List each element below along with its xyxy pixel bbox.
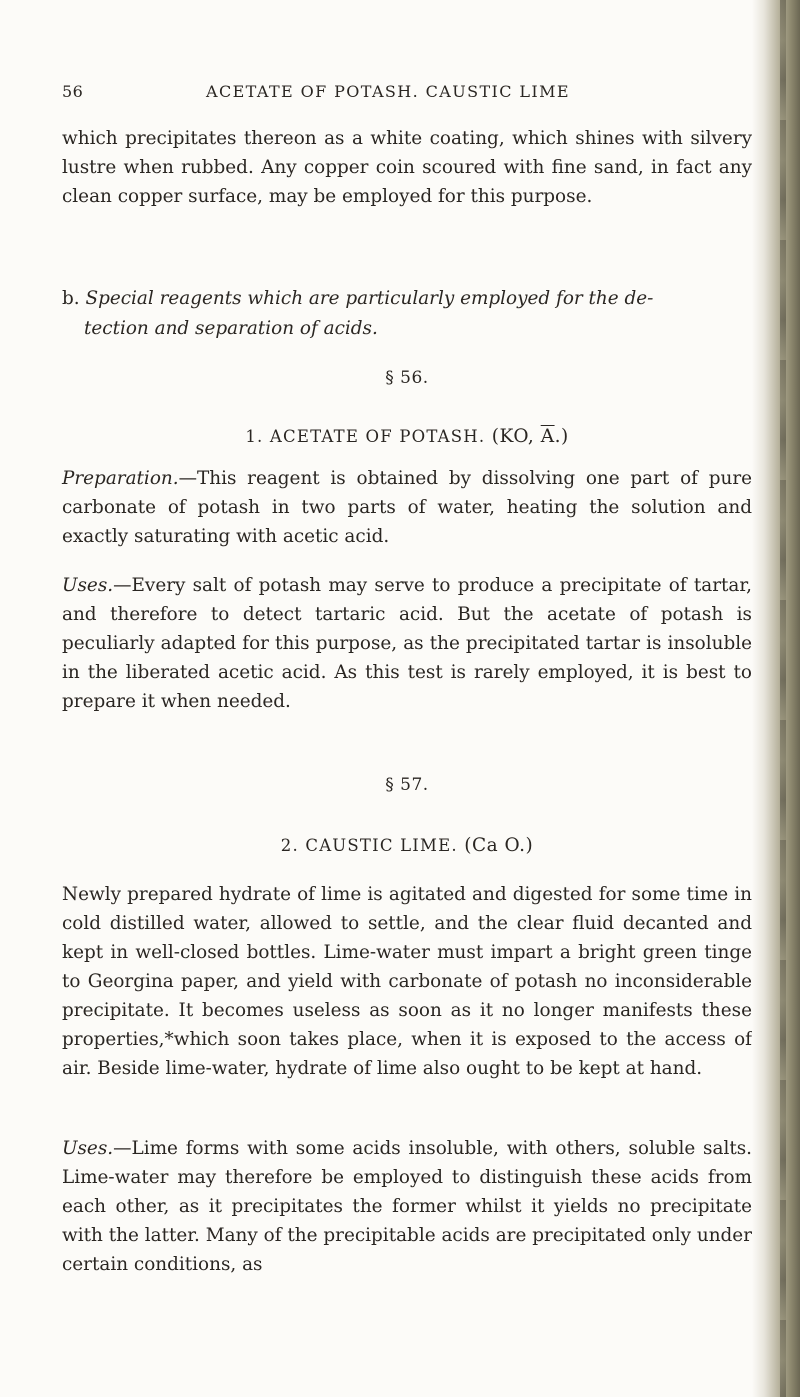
formula-close: .)	[554, 426, 569, 447]
formula-acetic-symbol: $\overline{A}$	[540, 426, 555, 447]
subsection-heading	[62, 284, 752, 344]
subsection-title-line2: tection and separation of acids.	[84, 318, 378, 339]
paragraph-uses-acetate	[62, 571, 752, 716]
uses-lead-lime: Uses.	[62, 1138, 114, 1159]
paragraph-copper-coin: which precipitates thereon as a white coating, which shines with silvery lustre when rubbed. Any copper coin scoured with fine sand, in fact any clean copper surface, may be employed for this purpose.	[62, 128, 752, 207]
page-number: 56	[62, 82, 84, 101]
running-head: ACETATE OF POTASH. CAUSTIC LIME	[206, 82, 570, 101]
paragraph-uses-lime	[62, 1134, 752, 1279]
subsection-letter: b.	[62, 288, 80, 309]
formula-open: (KO,	[491, 426, 535, 447]
uses-lead-acetate: Uses.	[62, 575, 114, 596]
page-edge-shadow	[752, 0, 800, 1397]
uses-body-acetate: —Every salt of potash may serve to produce a precipitate of tartar, and therefore to detect tartaric acid. But the acetate of potash is peculiarly adapted for this purpose, as the precipitated tartar is insoluble in the liberated acetic acid. As this test is rarely employed, it is best to prepare it when needed.	[62, 575, 752, 712]
section-number-57: § 57.	[385, 775, 429, 795]
paragraph-preparation	[62, 464, 752, 551]
subsection-title-line1: Special reagents which are particularly employed for the de-	[85, 288, 654, 309]
page-edge-streak	[780, 0, 786, 1397]
reagent-name-lime: 2. CAUSTIC LIME.	[280, 836, 458, 855]
page-header	[62, 82, 712, 108]
uses-body-lime: —Lime forms with some acids insoluble, with others, soluble salts. Lime-water may therefore be employed to distinguish these acids from each other, as it precipitates the former whilst it yields no precipitate with the latter. Many of the precipitable acids are precipitated only under certain conditions, as	[62, 1138, 752, 1275]
reagent-formula-acetate	[492, 426, 569, 447]
preparation-lead: Preparation.	[62, 468, 179, 489]
reagent-formula-lime: (Ca O.)	[464, 835, 534, 856]
section-number-56: § 56.	[385, 368, 429, 388]
reagent-title-lime	[62, 835, 752, 856]
preparation-body: —This reagent is obtained by dissolving one part of pure carbonate of potash in two parts of water, heating the solution and exactly saturating with acetic acid.	[62, 468, 752, 547]
reagent-title-acetate	[62, 426, 752, 447]
reagent-name-acetate: 1. ACETATE OF POTASH.	[245, 427, 486, 446]
paragraph-lime-preparation: Newly prepared hydrate of lime is agitated and digested for some time in cold distilled water, allowed to settle, and the clear fluid decanted and kept in well-closed bottles. Lime-water must impart a bright green tinge to Georgina paper, and yield with carbonate of potash no inconsiderable precipitate. It becomes useless as soon as it no longer manifests these properties,*which soon takes place, when it is exposed to the access of air. Beside lime-water, hydrate of lime also ought to be kept at hand.	[62, 884, 752, 1079]
